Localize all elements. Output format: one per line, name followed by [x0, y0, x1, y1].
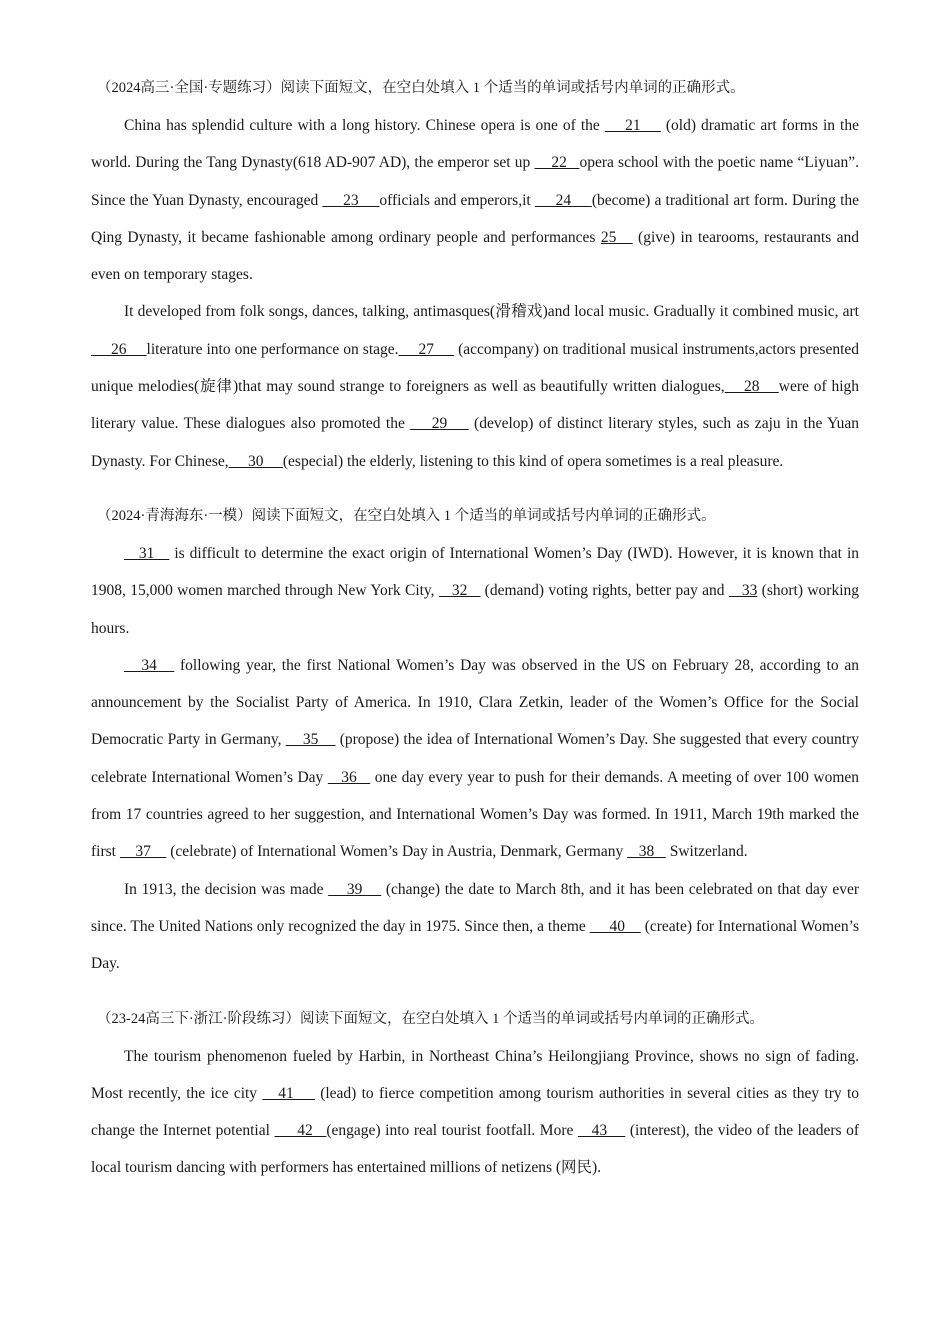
passage-text: (create) for International Women’s Day.	[91, 917, 859, 973]
passage-text: (old) dramatic art forms in the world. During the Tang Dynasty(618 AD-907 AD), the emperor set up	[91, 117, 859, 172]
passage-text: (celebrate) of International Women’s Day in Austria, Denmark, Germany	[166, 843, 628, 861]
passage-text: China has splendid culture with a long history. Chinese opera is one of the	[124, 117, 605, 134]
section-header: （2024·青海海东·一模）阅读下面短文，在空白处填入 1 个适当的单词或括号内单词的正确形式。	[97, 507, 716, 524]
paragraph	[91, 107, 859, 293]
passage-text: Switzerland.	[665, 843, 748, 861]
answer-blank: 40	[589, 917, 641, 935]
answer-blank: 38	[627, 843, 666, 861]
paragraph	[91, 1038, 859, 1187]
passage-text: is difficult to determine the exact origin of International Women’s Day (IWD). However, it is known that in 1908, 15,000 women marched through New York City,	[91, 544, 860, 600]
passage-text: (short) working hours.	[91, 582, 859, 637]
answer-blank: 31	[124, 544, 170, 562]
document-page	[91, 70, 859, 1187]
passage-text: It developed from folk songs, dances, talking, antimasques(滑稽戏)and local music. Gradually it combined music, art	[124, 303, 859, 321]
passage-text: literature into one performance on stage.	[146, 340, 399, 358]
answer-blank: 26	[91, 340, 147, 358]
answer-blank: 21	[604, 117, 661, 134]
paragraph	[91, 535, 859, 647]
answer-blank: 43	[577, 1122, 626, 1140]
passage-text: one day every year to push for their demands. A meeting of over 100 women from 17 countries agreed to her suggestion, and International Women’s Day was formed. In 1911, March 19th marked the first	[91, 768, 860, 861]
paragraph	[91, 647, 859, 871]
section-3	[91, 1001, 859, 1187]
answer-blank: 41	[262, 1084, 315, 1102]
passage-text: opera school with the poetic name “Liyuan”. Since the Yuan Dynasty, encouraged	[91, 154, 860, 209]
passage-text: (engage) into real tourist footfall. More	[326, 1122, 578, 1140]
passage-text: following year, the first National Women’s Day was observed in the US on February 28, according to an announcement by the Socialist Party of America. In 1910, Clara Zetkin, leader of the Women’s Office for the Social Democratic Party in Germany,	[91, 656, 860, 749]
answer-blank: 27	[398, 340, 455, 358]
answer-blank: 30	[228, 452, 283, 470]
passage-text: (propose) the idea of International Women’s Day. She suggested that every country celebrate International Women’s Day	[91, 731, 860, 786]
passage-text: officials and emperors,it	[379, 191, 535, 209]
answer-blank: 24	[534, 191, 592, 209]
paragraph	[91, 871, 859, 983]
answer-blank: 36	[327, 768, 371, 786]
passage-text: (interest), the video of the leaders of local tourism dancing with performers has entertained millions of netizens (网民).	[91, 1122, 859, 1177]
section-1	[91, 70, 859, 480]
passage-text: (lead) to fierce competition among tourism authorities in several cities as they try to change the Internet potential	[91, 1084, 859, 1140]
answer-blank: 22	[534, 154, 580, 172]
answer-blank: 34	[124, 656, 175, 674]
section-header: （23-24高三下·浙江·阶段练习）阅读下面短文，在空白处填入 1 个适当的单词或括号内单词的正确形式。	[97, 1010, 764, 1027]
section-header: （2024高三·全国·专题练习）阅读下面短文，在空白处填入 1 个适当的单词或括号内单词的正确形式。	[97, 80, 745, 96]
answer-blank: 33	[728, 582, 758, 600]
answer-blank: 29	[410, 415, 469, 433]
passage-text: (give) in tearooms, restaurants and even on temporary stages.	[91, 228, 860, 284]
answer-blank: 25	[600, 228, 633, 246]
passage-text: (change) the date to March 8th, and it has been celebrated on that day ever since. The United Nations only recognized the day in 1975. Since then, a theme	[91, 880, 859, 935]
section-2	[91, 498, 859, 983]
passage-text: In 1913, the decision was made	[124, 880, 329, 898]
passage-text: (accompany) on traditional musical instruments,actors presented unique melodies(旋律)that may sound strange to foreigners as well as beautifully written dialogues,	[91, 340, 860, 396]
answer-blank: 37	[119, 843, 167, 861]
passage-text: (demand) voting rights, better pay and	[480, 582, 729, 600]
passage-text: (become) a traditional art form. During the Qing Dynasty, it became fashionable among ordinary people and performances	[91, 191, 860, 246]
answer-blank: 35	[285, 731, 336, 749]
passage-text: were of high literary value. These dialogues also promoted the	[91, 378, 860, 433]
answer-blank: 32	[438, 582, 481, 600]
passage-text: The tourism phenomenon fueled by Harbin, in Northeast China’s Heilongjiang Province, shows no sign of fading. Most recently, the ice city	[91, 1047, 859, 1102]
paragraph	[91, 293, 859, 479]
answer-blank: 23	[322, 191, 380, 209]
answer-blank: 39	[328, 880, 382, 898]
answer-blank: 28	[724, 378, 779, 396]
passage-text: (develop) of distinct literary styles, such as zaju in the Yuan Dynasty. For Chinese,	[91, 415, 859, 470]
passage-text: (especial) the elderly, listening to this kind of opera sometimes is a real pleasure.	[282, 452, 784, 470]
answer-blank: 42	[274, 1122, 327, 1140]
